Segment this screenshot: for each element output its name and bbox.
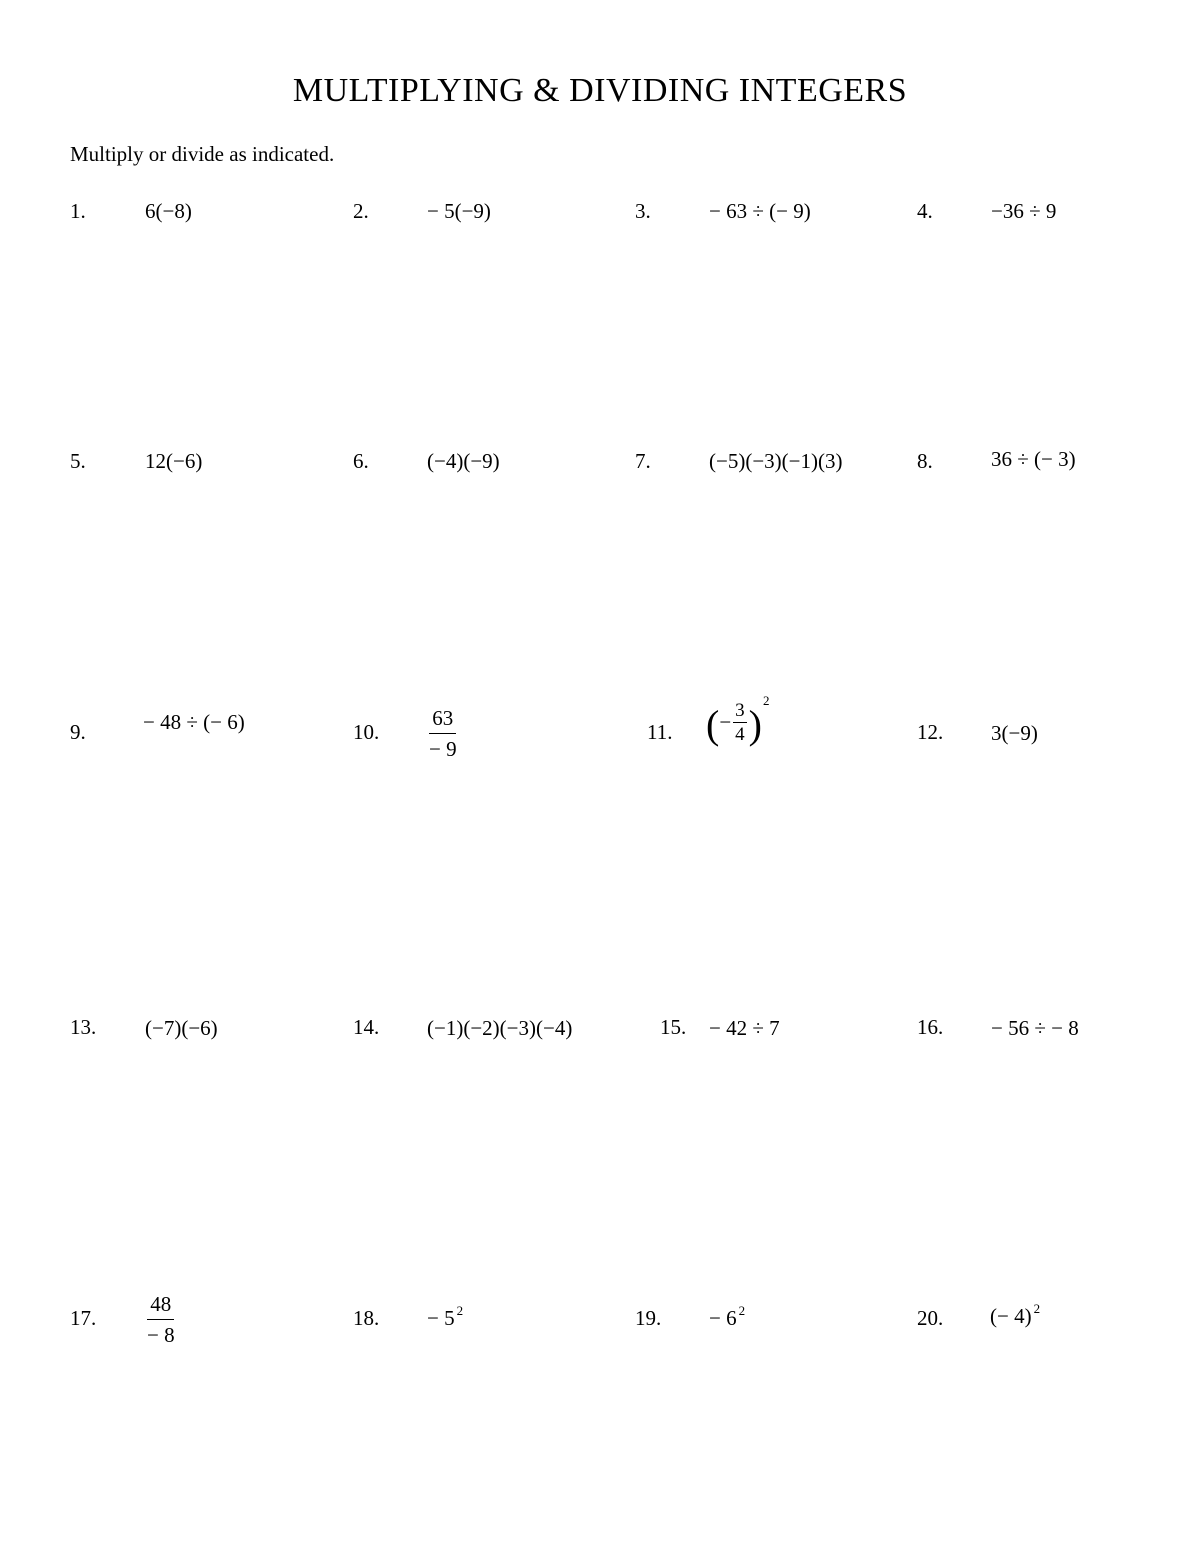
problem-expression: 6(−8) xyxy=(145,199,192,223)
problem-number: 4. xyxy=(917,199,933,223)
problem-expression: 12(−6) xyxy=(145,449,203,473)
fraction-denominator: 4 xyxy=(735,724,745,745)
problem-number: 13. xyxy=(70,1015,97,1039)
exponent: 2 xyxy=(1033,1301,1041,1316)
problem-expression: − 56 ÷ − 8 xyxy=(991,1016,1079,1040)
problem-number: 10. xyxy=(353,720,380,744)
power-base: (− 4) xyxy=(990,1304,1032,1328)
fraction-numerator: 63 xyxy=(429,705,456,734)
problem-number: 19. xyxy=(635,1306,662,1330)
problem-expression: − 42 ÷ 7 xyxy=(709,1016,780,1040)
fraction-numerator: 48 xyxy=(147,1291,174,1320)
problem-expression: (−7)(−6) xyxy=(145,1016,218,1040)
problem-expression: − 63 ÷ (− 9) xyxy=(709,199,811,223)
instructions: Multiply or divide as indicated. xyxy=(70,142,335,166)
worksheet-title: MULTIPLYING & DIVIDING INTEGERS xyxy=(292,72,908,109)
problem-number: 6. xyxy=(353,449,369,473)
power-base: − 5 xyxy=(427,1306,455,1330)
problem-number: 7. xyxy=(635,449,651,473)
problem-expression: (−4)(−9) xyxy=(427,449,500,473)
problem-number: 9. xyxy=(70,720,86,744)
exponent: 2 xyxy=(738,1303,746,1318)
problem-number: 1. xyxy=(70,199,86,223)
problem-number: 12. xyxy=(917,720,944,744)
parenthesized-fraction-power: ( − $\frac{3}{4}$ ) 2 xyxy=(706,692,770,747)
fraction-expression xyxy=(426,705,460,762)
fraction-denominator: − 8 xyxy=(147,1323,175,1347)
power-expression xyxy=(990,1301,1041,1329)
problem-number: 16. xyxy=(917,1015,944,1039)
problem-number: 20. xyxy=(917,1306,944,1330)
problem-expression: − 5(−9) xyxy=(427,199,491,223)
fraction-numerator: 3 xyxy=(735,700,745,721)
problem-number: 18. xyxy=(353,1306,380,1330)
problem-number: 5. xyxy=(70,449,86,473)
exponent: 2 xyxy=(456,1303,464,1318)
fraction-denominator: − 9 xyxy=(429,737,457,761)
problem-expression: − 48 ÷ (− 6) xyxy=(143,710,245,734)
problem-expression: −36 ÷ 9 xyxy=(991,199,1057,223)
problem-expression: 36 ÷ (− 3) xyxy=(991,447,1076,471)
fraction-expression xyxy=(144,1291,178,1348)
problem-number: 8. xyxy=(917,449,933,473)
fraction-sign: − xyxy=(719,710,732,734)
problem-number: 14. xyxy=(353,1015,380,1039)
power-expression xyxy=(709,1303,746,1331)
problem-expression: (−5)(−3)(−1)(3) xyxy=(709,449,843,473)
power-expression xyxy=(427,1303,464,1331)
exponent: 2 xyxy=(763,692,770,708)
power-base: − 6 xyxy=(709,1306,737,1330)
problem-number: 11. xyxy=(647,720,673,744)
problem-expression: (−1)(−2)(−3)(−4) xyxy=(427,1016,573,1040)
fraction-expression xyxy=(733,700,747,745)
problem-number: 2. xyxy=(353,199,369,223)
problem-number: 17. xyxy=(70,1306,97,1330)
problem-number: 15. xyxy=(660,1015,687,1039)
problem-number: 3. xyxy=(635,199,651,223)
problem-expression: 3(−9) xyxy=(991,721,1038,745)
